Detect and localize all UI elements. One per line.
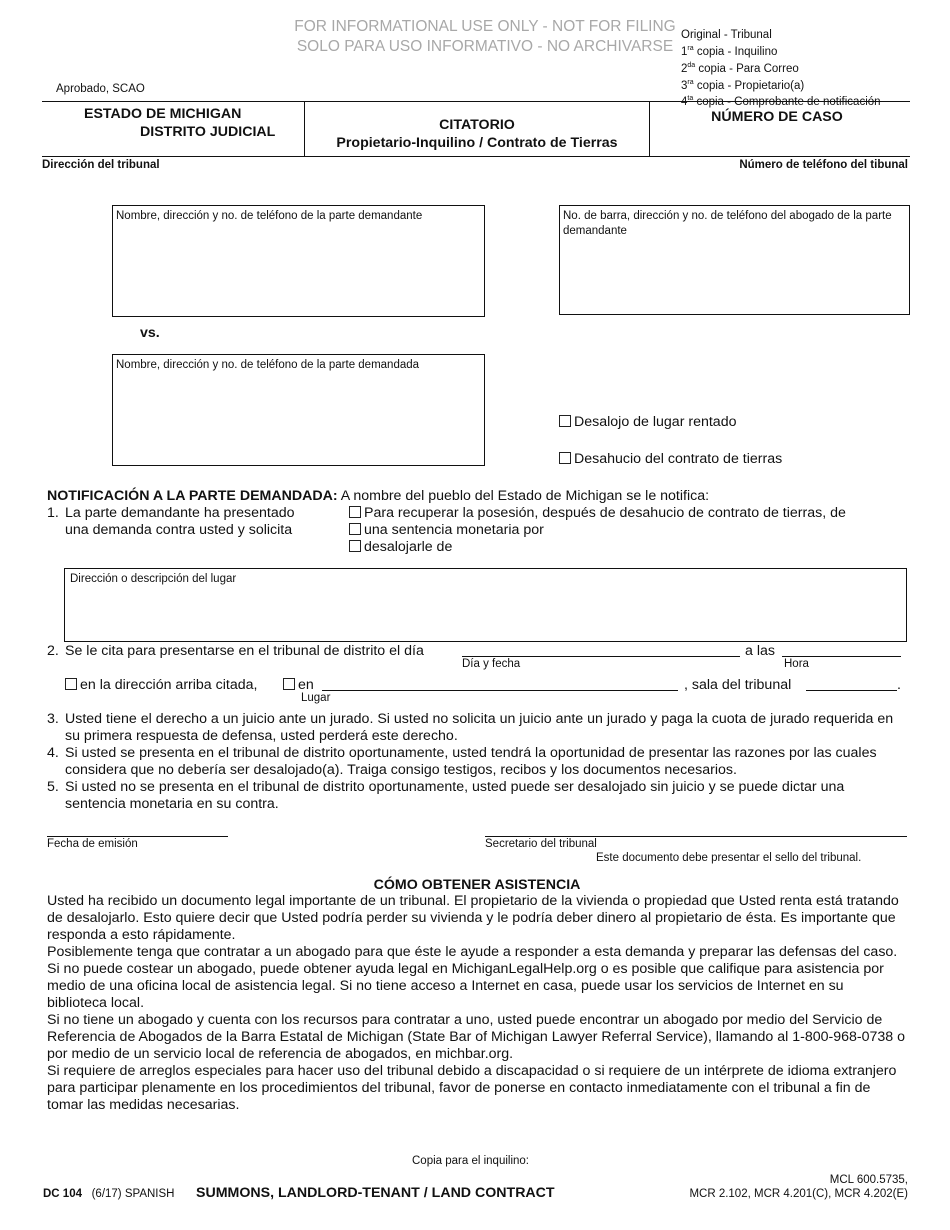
item-1-number: 1.	[47, 505, 59, 521]
notice-heading: NOTIFICACIÓN A LA PARTE DEMANDADA:	[47, 488, 338, 504]
help-paragraph-3: Si no tiene un abogado y cuenta con los recursos para contratar a uno, usted puede encontrar un abogado por medio del Servicio de Referencia de Abogados de la Barra Estatal de Michigan (State Bar of Michigan Lawyer Referral Service), llamando al 1-800-968-0738 o por medio de un servicio local de referencia de abogados, en michbar.org.	[47, 1012, 906, 1062]
hearing-time-line[interactable]	[782, 656, 901, 657]
other-place-checkbox[interactable]	[283, 678, 295, 690]
eviction-option[interactable]	[559, 414, 736, 430]
issue-date-line[interactable]	[47, 836, 228, 837]
help-text	[47, 893, 907, 1114]
state-label: ESTADO DE MICHIGAN	[84, 106, 242, 122]
watermark-line-1: FOR INFORMATIONAL USE ONLY - NOT FOR FILING	[294, 18, 676, 35]
item-3-number: 3.	[47, 711, 59, 727]
item-3-text: Usted tiene el derecho a un juicio ante un jurado. Si usted no solicita un juicio ante un jurado y paga la cuota de jurado requerida en su primera respuesta de defensa, usted perderá este derecho.	[65, 711, 894, 744]
eviction-checkbox[interactable]	[559, 415, 571, 427]
help-heading: CÓMO OBTENER ASISTENCIA	[373, 877, 581, 893]
courtroom-label: , sala del tribunal	[684, 677, 792, 693]
copy-1: $1^{ra}$ copia - Inquilino	[681, 45, 778, 58]
district-label: DISTRITO JUDICIAL	[140, 124, 276, 140]
item-2-number: 2.	[47, 643, 59, 659]
form-identifier	[43, 1188, 174, 1200]
possession-checkbox[interactable]	[349, 506, 361, 518]
relief-option-evict[interactable]: desalojarle de	[349, 539, 846, 556]
hour-caption: Hora	[784, 658, 809, 670]
address-above-option[interactable]: en la dirección arriba citada,	[65, 677, 257, 693]
premises-label: Dirección o descripción del lugar	[70, 573, 237, 585]
copy-4: $4^{ta}$ copia - Comprobante de notificación	[681, 95, 881, 109]
defendant-box[interactable]	[112, 354, 485, 466]
other-place-option[interactable]: en	[283, 677, 314, 693]
item-5-number: 5.	[47, 779, 59, 795]
item-2-text: Se le cita para presentarse en el tribunal de distrito el día	[65, 643, 424, 659]
notice-intro	[47, 488, 709, 504]
premises-box[interactable]	[64, 568, 907, 642]
defendant-label: Nombre, dirección y no. de teléfono de la parte demandada	[116, 359, 420, 371]
case-number-label: NÚMERO DE CASO	[711, 109, 843, 125]
attorney-box[interactable]	[559, 205, 910, 315]
form-id: DC 104	[43, 1188, 82, 1200]
place-caption: Lugar	[301, 692, 331, 704]
issue-date-label: Fecha de emisión	[47, 838, 138, 850]
money-checkbox[interactable]	[349, 523, 361, 535]
copy-2: $2^{da}$ copia - Para Correo	[681, 61, 799, 75]
item-5-text: Si usted no se presenta en el tribunal de distrito oportunamente, usted puede ser desalojado sin juicio y se puede dictar una sentencia monetaria en su contra.	[65, 779, 845, 812]
address-above-checkbox[interactable]	[65, 678, 77, 690]
relief-option-possession[interactable]: Para recuperar la posesión, después de desahucio de contrato de tierras, de	[349, 505, 846, 522]
land-contract-label: Desahucio del contrato de tierras	[574, 451, 783, 467]
approved-label: Aprobado, SCAO	[56, 83, 145, 95]
at-label: a las	[745, 643, 775, 659]
item-1-text: La parte demandante ha presentado una demanda contra usted y solicita	[65, 505, 295, 538]
statute-reference-1: MCL 600.5735,	[829, 1174, 908, 1186]
form-revision: (6/17) SPANISH	[91, 1188, 175, 1200]
watermark-line-2: SOLO PARA USO INFORMATIVO - NO ARCHIVARSE	[296, 38, 674, 55]
tenant-copy-note: Copia para el inquilino:	[412, 1155, 529, 1167]
copy-3: $3^{ra}$ copia - Propietario(a)	[681, 78, 805, 92]
courtroom-line[interactable]	[806, 690, 897, 691]
eviction-label: Desalojo de lugar rentado	[574, 414, 737, 430]
clerk-label: Secretario del tribunal	[485, 838, 597, 850]
relief-option-money[interactable]: una sentencia monetaria por	[349, 522, 846, 539]
place-line[interactable]	[322, 690, 678, 691]
day-date-caption: Día y fecha	[462, 658, 521, 670]
court-phone-label: Número de teléfono del tibunal	[739, 159, 908, 171]
evict-checkbox[interactable]	[349, 540, 361, 552]
notice-intro-text: A nombre del pueblo del Estado de Michigan se le notifica:	[337, 488, 710, 504]
court-address-label: Dirección del tribunal	[42, 159, 160, 171]
land-contract-checkbox[interactable]	[559, 452, 571, 464]
item-4-text: Si usted se presenta en el tribunal de distrito oportunamente, usted tendrá la oportunidad de presentar las razones por las cuales considera que no debería ser desalojado(a). Traiga consigo testigos, recibos y los documentos necesarios.	[65, 745, 877, 778]
seal-note: Este documento debe presentar el sello del tribunal.	[596, 852, 862, 864]
form-subtitle: Propietario-Inquilino / Contrato de Tierras	[336, 135, 618, 151]
header-bottom-rule	[42, 156, 910, 157]
hearing-date-line[interactable]	[462, 656, 740, 657]
land-contract-option[interactable]	[559, 451, 782, 467]
vs-label: vs.	[140, 325, 160, 341]
copy-original: Original - Tribunal	[681, 29, 772, 41]
courtroom-period: .	[897, 677, 901, 693]
plaintiff-box[interactable]	[112, 205, 485, 317]
help-paragraph-2: Posiblemente tenga que contratar a un abogado para que éste le ayude a responder a esta demanda y preparar las defensas del caso. Si no puede costear un abogado, puede obtener ayuda legal en MichiganLegalHelp.org o es posible que califique para asistencia por medio de una oficina local de asistencia legal. Si no tiene acceso a Internet en casa, puede usar los servicios de Internet en su biblioteca local.	[47, 944, 898, 1011]
statute-reference-2: MCR 2.102, MCR 4.201(C), MCR 4.202(E)	[689, 1188, 908, 1200]
form-title: CITATORIO	[439, 117, 515, 133]
footer-form-title: SUMMONS, LANDLORD-TENANT / LAND CONTRACT	[196, 1185, 555, 1201]
help-paragraph-1: Usted ha recibido un documento legal importante de un tribunal. El propietario de la vivienda o propiedad que Usted renta está tratando de desalojarlo. Esto quiere decir que Usted podría perder su vivienda y le podría deber dinero al propietario de ésta. Es importante que responda a esto rápidamente.	[47, 893, 899, 943]
clerk-line[interactable]	[485, 836, 907, 837]
item-4-number: 4.	[47, 745, 59, 761]
header-top-rule	[42, 101, 910, 102]
plaintiff-label: Nombre, dirección y no. de teléfono de la parte demandante	[116, 210, 423, 222]
attorney-label: No. de barra, dirección y no. de teléfono del abogado de la parte demandante	[563, 210, 892, 237]
help-paragraph-4: Si requiere de arreglos especiales para hacer uso del tribunal debido a discapacidad o si requiere de un intérprete de idioma extranjero para participar plenamente en los procedimientos del tribunal, favor de ponerse en contacto inmediatamente con el tribunal a fin de tomar las medidas necesarias.	[47, 1063, 897, 1113]
copy-distribution	[681, 28, 881, 109]
relief-options	[349, 505, 846, 556]
